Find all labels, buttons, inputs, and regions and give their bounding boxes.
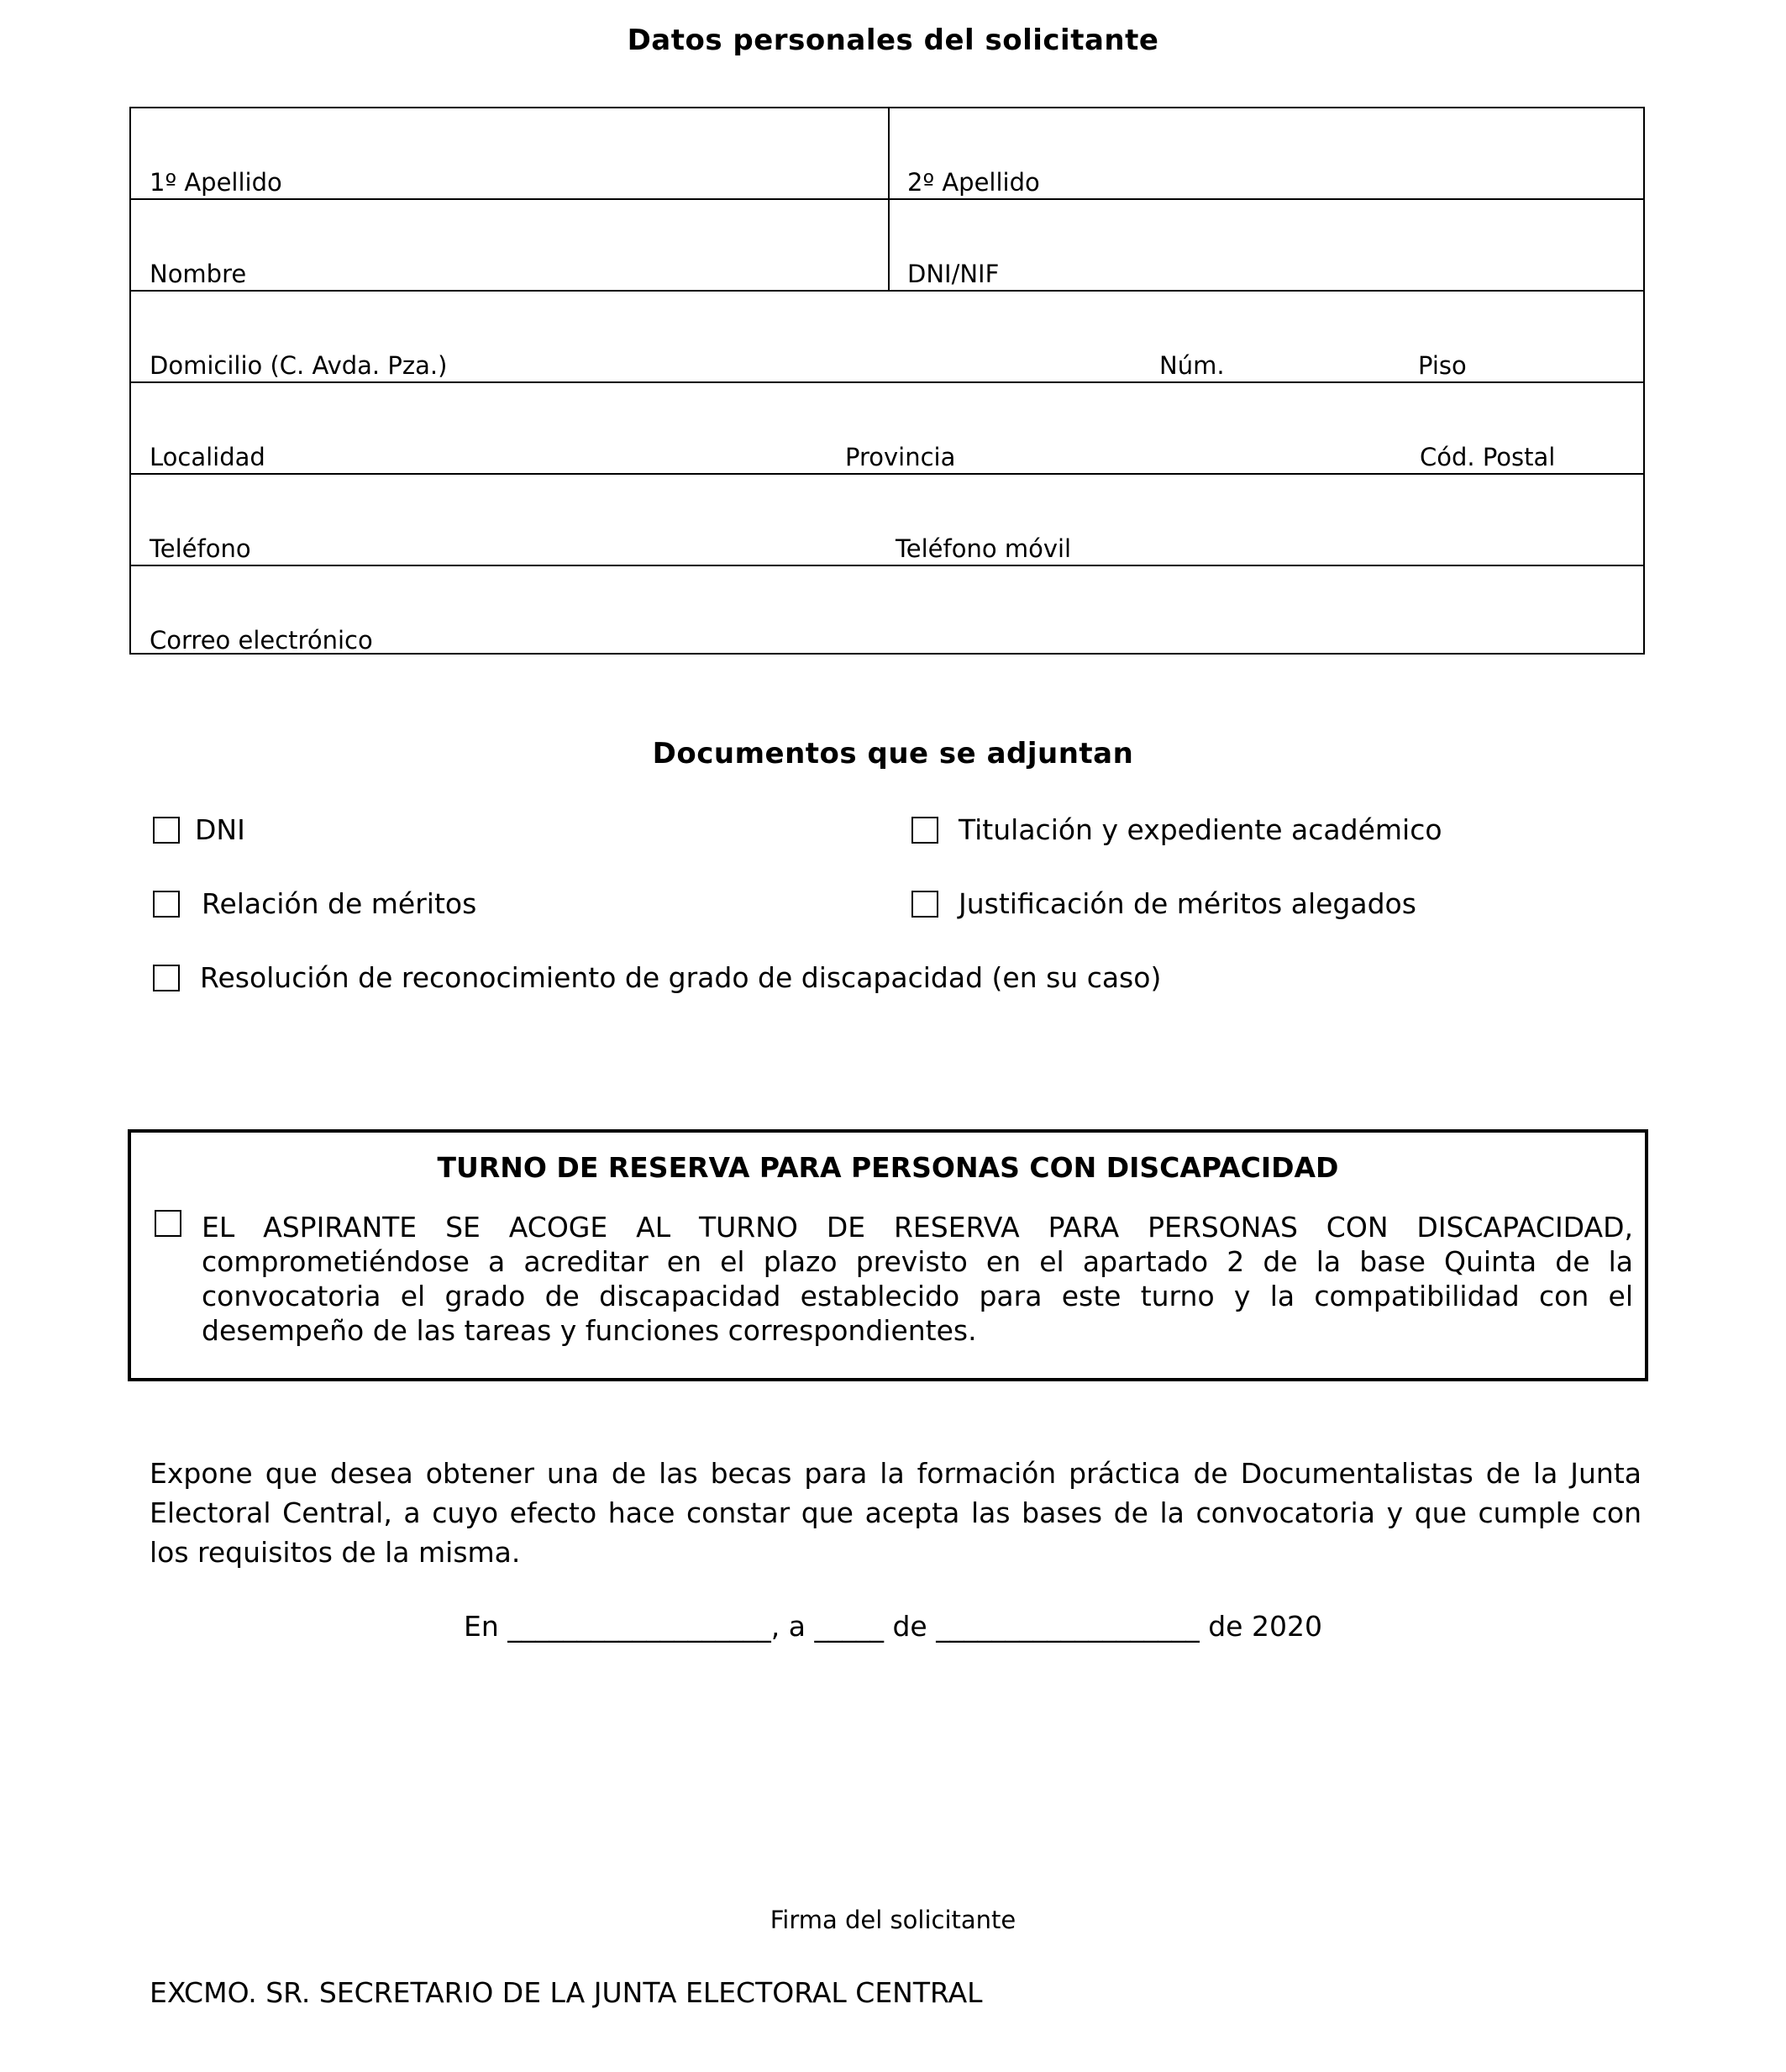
document-item-resolucion [153, 961, 1161, 994]
dni-checkbox[interactable] [153, 817, 180, 844]
recipient: EXCMO. SR. SECRETARIO DE LA JUNTA ELECTORAL CENTRAL [150, 1976, 983, 2009]
reserve-turn-box [128, 1129, 1648, 1381]
personal-data-table [129, 107, 1645, 655]
dni-label: DNI/NIF [907, 260, 1000, 288]
row-divider [131, 565, 1643, 566]
row-divider [131, 290, 1643, 292]
provincia-label: Provincia [845, 443, 956, 471]
domicilio-label: Domicilio (C. Avda. Pza.) [150, 351, 448, 380]
date-line: En ___________________, a _____ de ___________________ de 2020 [464, 1610, 1322, 1643]
document-label: Relación de méritos [202, 887, 477, 920]
document-label: Titulación y expediente académico [959, 813, 1442, 846]
relacion-checkbox[interactable] [153, 891, 180, 918]
resolucion-checkbox[interactable] [153, 965, 180, 991]
telefono-movil-label: Teléfono móvil [896, 534, 1072, 563]
nombre-label: Nombre [150, 260, 247, 288]
correo-label: Correo electrónico [150, 626, 373, 655]
document-label: DNI [195, 813, 245, 846]
reserve-turn-text: EL ASPIRANTE SE ACOGE AL TURNO DE RESERVA PARA PERSONAS CON DISCAPACIDAD, comprometiéndose a acreditar en el plazo previsto en el apartado 2 de la base Quinta de la convocatoria el grado de discapacidad establecido para este turno y la compatibilidad con el desempeño de las tareas y funciones correspondientes. [202, 1211, 1633, 1347]
apellido2-label: 2º Apellido [907, 168, 1040, 197]
personal-data-title: Datos personales del solicitante [627, 24, 1159, 57]
piso-label: Piso [1418, 351, 1467, 380]
document-item-justificacion [911, 887, 1416, 920]
localidad-label: Localidad [150, 443, 265, 471]
cod-postal-label: Cód. Postal [1420, 443, 1556, 471]
column-divider [888, 108, 890, 290]
reserve-turn-checkbox[interactable] [155, 1210, 181, 1237]
document-item-titulacion [911, 813, 1442, 846]
row-divider [131, 381, 1643, 383]
row-divider [131, 473, 1643, 475]
signature-label: Firma del solicitante [770, 1906, 1016, 1934]
documents-title: Documentos que se adjuntan [652, 737, 1134, 770]
document-item-dni [153, 813, 245, 846]
reserve-turn-title: TURNO DE RESERVA PARA PERSONAS CON DISCAPACIDAD [437, 1151, 1339, 1184]
num-label: Núm. [1159, 351, 1225, 380]
document-label: Resolución de reconocimiento de grado de discapacidad (en su caso) [200, 961, 1162, 994]
telefono-label: Teléfono [150, 534, 251, 563]
document-label: Justificación de méritos alegados [959, 887, 1416, 920]
apellido1-label: 1º Apellido [150, 168, 282, 197]
row-divider [131, 198, 1643, 200]
statement-paragraph: Expone que desea obtener una de las becas para la formación práctica de Documentalistas de la Junta Electoral Central, a cuyo efecto hace constar que acepta las bases de la convocatoria y que cumple con los requisitos de la misma. [150, 1457, 1642, 1569]
justificacion-checkbox[interactable] [911, 891, 938, 918]
document-item-relacion [153, 887, 476, 920]
titulacion-checkbox[interactable] [911, 817, 938, 844]
